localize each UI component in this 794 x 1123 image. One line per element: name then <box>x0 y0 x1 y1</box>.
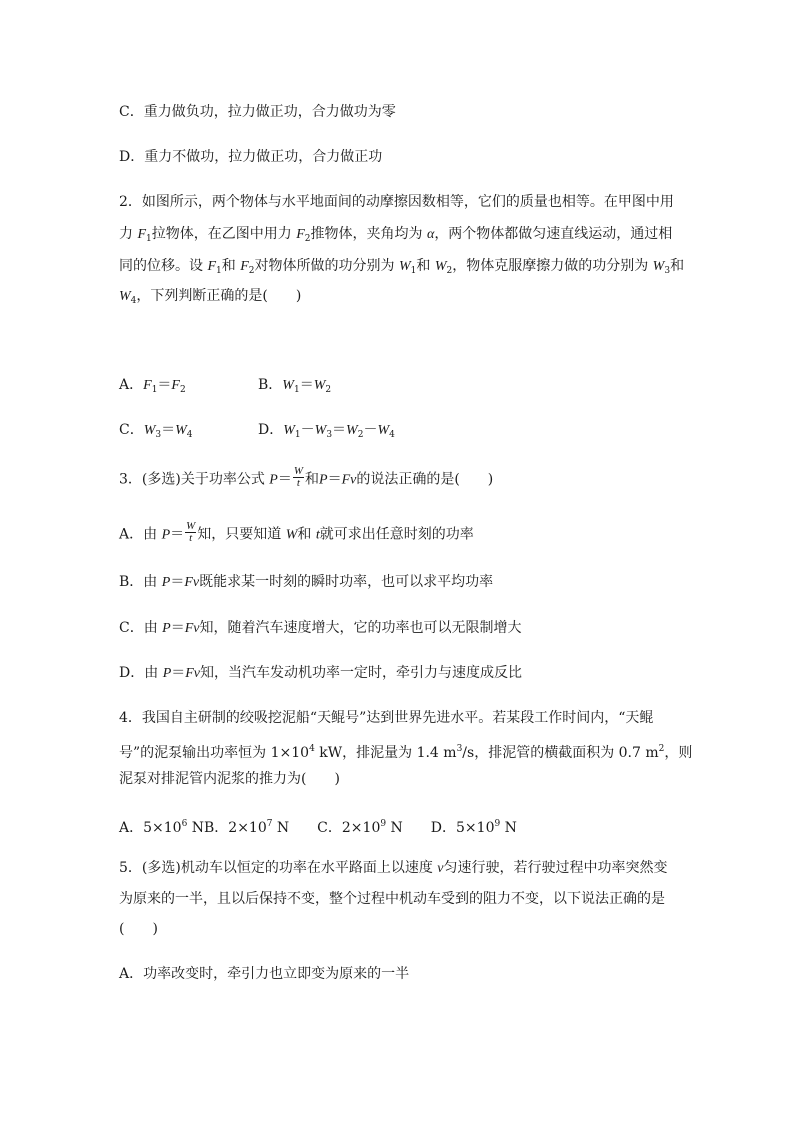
fraction-w-over-t: $\frac{W}{t}$ <box>293 465 304 489</box>
q2-option-a: A．$F_1=F_2$ <box>119 377 186 395</box>
fraction-w-over-t: $\frac{W}{t}$ <box>186 520 196 544</box>
q1-option-c: C．重力做负功，拉力做正功，合力做功为零 <box>119 104 396 120</box>
q4-line-2: 号”的泥泵输出功率恒为 $1\times 10^4$ kW，排泥量为 1.4 $m^3/s$，排泥管的横截面积为 0.7 $m^2$，则 <box>119 744 693 761</box>
q2-line-3: 同的位移。设 $F_1$和 $F_2$对物体所做的功分别为 $W_1$和 $W_2$，物体克服摩擦力做的功分别为 $W_3$和 <box>119 258 685 276</box>
q3-option-c: C．由 P＝Fv知，随着汽车速度增大，它的功率也可以无限制增大 <box>119 620 522 636</box>
q3-stem: 3．(多选)关于功率公式 P＝ $\frac{W}{t}$ 和P＝Fv的说法正确的是( ) <box>119 465 494 489</box>
q2-line-4: $W_4$，下列判断正确的是( ) <box>119 288 302 306</box>
q3-option-b: B．由 P＝Fv既能求某一时刻的瞬时功率，也可以求平均功率 <box>119 574 494 590</box>
q4-line-1: 4．我国自主研制的绞吸挖泥船“天鲲号”达到世界先进水平。若某段工作时间内，“天鲲 <box>119 710 654 726</box>
q3-option-d: D．由 P＝Fv知，当汽车发动机功率一定时，牵引力与速度成反比 <box>119 665 523 681</box>
q2-line-2: 力 $F_1$拉物体，在乙图中用力 $F_2$推物体，夹角均为 α，两个物体都做匀速直线运动，通过相 <box>119 226 673 244</box>
q2-option-d: D．$W_1-W_3=W_2-W_4$ <box>258 422 395 440</box>
q1-option-d: D．重力不做功，拉力做正功，合力做正功 <box>119 149 383 165</box>
q2-line-1: 2．如图所示，两个物体与水平地面间的动摩擦因数相等，它们的质量也相等。在甲图中用 <box>119 194 674 210</box>
q3-option-a: A．由 P＝ $\frac{W}{t}$ 知，只要知道 W和 t就可求出任意时刻的功率 <box>119 520 474 544</box>
q5-line-2: 为原来的一半，且以后保持不变，整个过程中机动车受到的阻力不变，以下说法正确的是 <box>119 891 665 907</box>
q2-option-c: C．$W_3=W_4$ <box>119 422 193 440</box>
q5-option-a: A．功率改变时，牵引力也立即变为原来的一半 <box>119 966 410 982</box>
q5-line-1: 5．(多选)机动车以恒定的功率在水平路面上以速度 v匀速行驶，若行驶过程中功率突然变 <box>119 860 668 876</box>
q2-option-b: B．$W_1=W_2$ <box>258 377 332 395</box>
q4-options: A．$5\times 10^6$ NB．$2\times 10^7$ N C．$2\times 10^9$ N D．$5\times 10^9$ N <box>119 819 517 836</box>
q4-line-3: 泥泵对排泥管内泥浆的推力为( ) <box>119 771 340 787</box>
q5-line-3: ( ) <box>119 921 158 937</box>
